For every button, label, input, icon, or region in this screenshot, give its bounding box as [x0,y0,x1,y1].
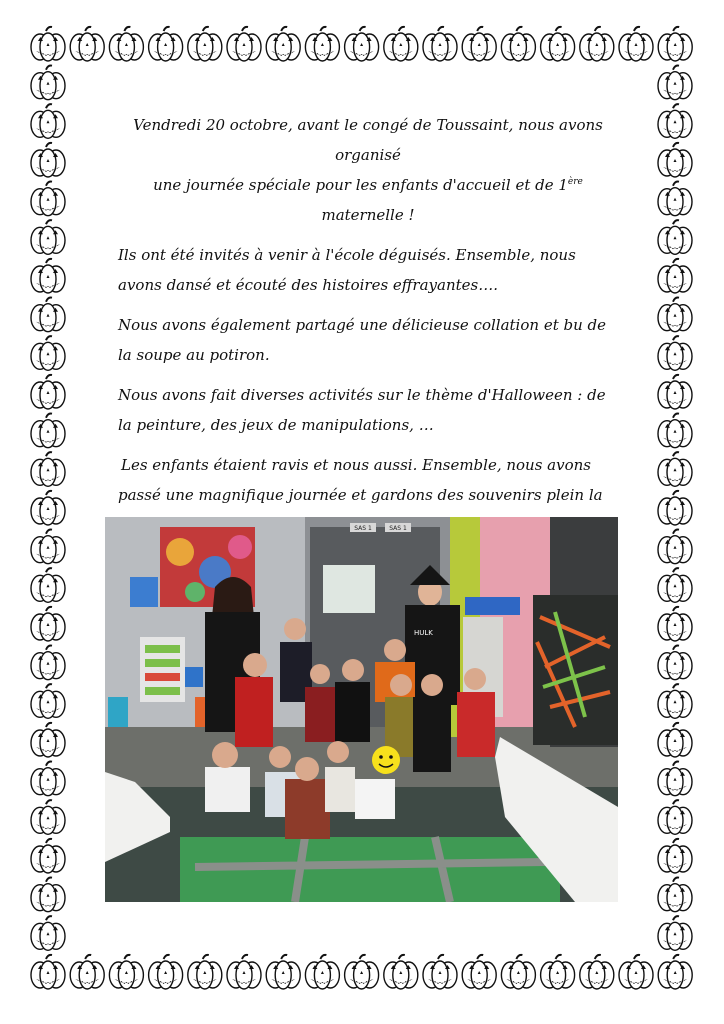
jack-o-lantern-icon [658,66,692,100]
jack-o-lantern-icon [658,607,692,641]
jack-o-lantern-icon [31,723,65,757]
class-photo-illustration [105,517,618,902]
jack-o-lantern-icon [501,27,535,61]
jack-o-lantern-icon [658,878,692,912]
shirt-text: HULK [414,629,433,637]
jack-o-lantern-icon [31,298,65,332]
jack-o-lantern-icon [345,955,379,989]
jack-o-lantern-icon [31,452,65,486]
jack-o-lantern-icon [31,568,65,602]
jack-o-lantern-icon [266,27,300,61]
jack-o-lantern-icon [305,27,339,61]
jack-o-lantern-icon [31,27,65,61]
jack-o-lantern-icon [658,568,692,602]
jack-o-lantern-icon [580,27,614,61]
jack-o-lantern-icon [658,336,692,370]
jack-o-lantern-icon [31,182,65,216]
jack-o-lantern-icon [658,723,692,757]
jack-o-lantern-icon [384,955,418,989]
intro-line-1: Vendredi 20 octobre, avant le congé de Toussaint, nous avons organisé [133,116,603,164]
jack-o-lantern-icon [541,27,575,61]
intro-line-2: une journée spéciale pour les enfants d'accueil et de 1 [153,176,568,194]
jack-o-lantern-icon [31,607,65,641]
jack-o-lantern-icon [658,104,692,138]
jack-o-lantern-icon [423,27,457,61]
paragraph-activities: Nous avons fait diverses activités sur le thème d'Halloween : de la peinture, des jeux de manipulations, … [118,386,606,434]
jack-o-lantern-icon [462,955,496,989]
jack-o-lantern-icon [31,66,65,100]
jack-o-lantern-icon [70,955,104,989]
jack-o-lantern-icon [658,220,692,254]
jack-o-lantern-icon [31,684,65,718]
jack-o-lantern-icon [149,27,183,61]
jack-o-lantern-icon [31,646,65,680]
jack-o-lantern-icon [658,916,692,950]
jack-o-lantern-icon [31,220,65,254]
jack-o-lantern-icon [658,800,692,834]
jack-o-lantern-icon [70,27,104,61]
jack-o-lantern-icon [31,955,65,989]
jack-o-lantern-icon [658,684,692,718]
jack-o-lantern-icon [109,955,143,989]
jack-o-lantern-icon [658,414,692,448]
jack-o-lantern-icon [658,298,692,332]
jack-o-lantern-icon [149,955,183,989]
jack-o-lantern-icon [658,143,692,177]
jack-o-lantern-icon [188,27,222,61]
letter-text [118,110,618,576]
jack-o-lantern-icon [305,955,339,989]
jack-o-lantern-icon [384,27,418,61]
jack-o-lantern-icon [658,27,692,61]
door-sign-2: SAS 1 [389,525,407,532]
door-sign-1: SAS 1 [354,525,372,532]
jack-o-lantern-icon [109,27,143,61]
jack-o-lantern-icon [619,27,653,61]
jack-o-lantern-icon [31,259,65,293]
jack-o-lantern-icon [31,491,65,525]
jack-o-lantern-icon [658,955,692,989]
jack-o-lantern-icon [658,375,692,409]
paragraph-snack: Nous avons également partagé une délicieuse collation et bu de la soupe au potiron. [118,316,606,364]
jack-o-lantern-icon [266,955,300,989]
intro-line-2-end: maternelle ! [321,206,415,224]
jack-o-lantern-icon [658,491,692,525]
jack-o-lantern-icon [31,878,65,912]
jack-o-lantern-icon [31,530,65,564]
jack-o-lantern-icon [31,336,65,370]
jack-o-lantern-icon [31,375,65,409]
class-photo [105,517,618,902]
ordinal-superscript: ère [567,177,583,187]
paragraph-intro [118,110,618,230]
jack-o-lantern-icon [541,955,575,989]
jack-o-lantern-icon [658,452,692,486]
paragraph-costumes: Ils ont été invités à venir à l'école déguisés. Ensemble, nous avons dansé et écouté des histoires effrayantes…. [118,246,576,294]
jack-o-lantern-icon [31,104,65,138]
jack-o-lantern-icon [658,530,692,564]
jack-o-lantern-icon [31,762,65,796]
jack-o-lantern-icon [658,762,692,796]
jack-o-lantern-icon [501,955,535,989]
jack-o-lantern-icon [619,955,653,989]
jack-o-lantern-icon [658,646,692,680]
jack-o-lantern-icon [423,955,457,989]
jack-o-lantern-icon [31,414,65,448]
jack-o-lantern-icon [227,955,261,989]
jack-o-lantern-icon [227,27,261,61]
jack-o-lantern-icon [31,916,65,950]
jack-o-lantern-icon [31,143,65,177]
jack-o-lantern-icon [31,839,65,873]
jack-o-lantern-icon [580,955,614,989]
jack-o-lantern-icon [345,27,379,61]
jack-o-lantern-icon [658,259,692,293]
jack-o-lantern-icon [658,182,692,216]
jack-o-lantern-icon [31,800,65,834]
paragraph-conclusion: Les enfants étaient ravis et nous aussi. Ensemble, nous avons passé une magnifique journée et gardons des souvenirs plein la [118,456,603,504]
jack-o-lantern-icon [658,839,692,873]
jack-o-lantern-icon [462,27,496,61]
jack-o-lantern-icon [188,955,222,989]
